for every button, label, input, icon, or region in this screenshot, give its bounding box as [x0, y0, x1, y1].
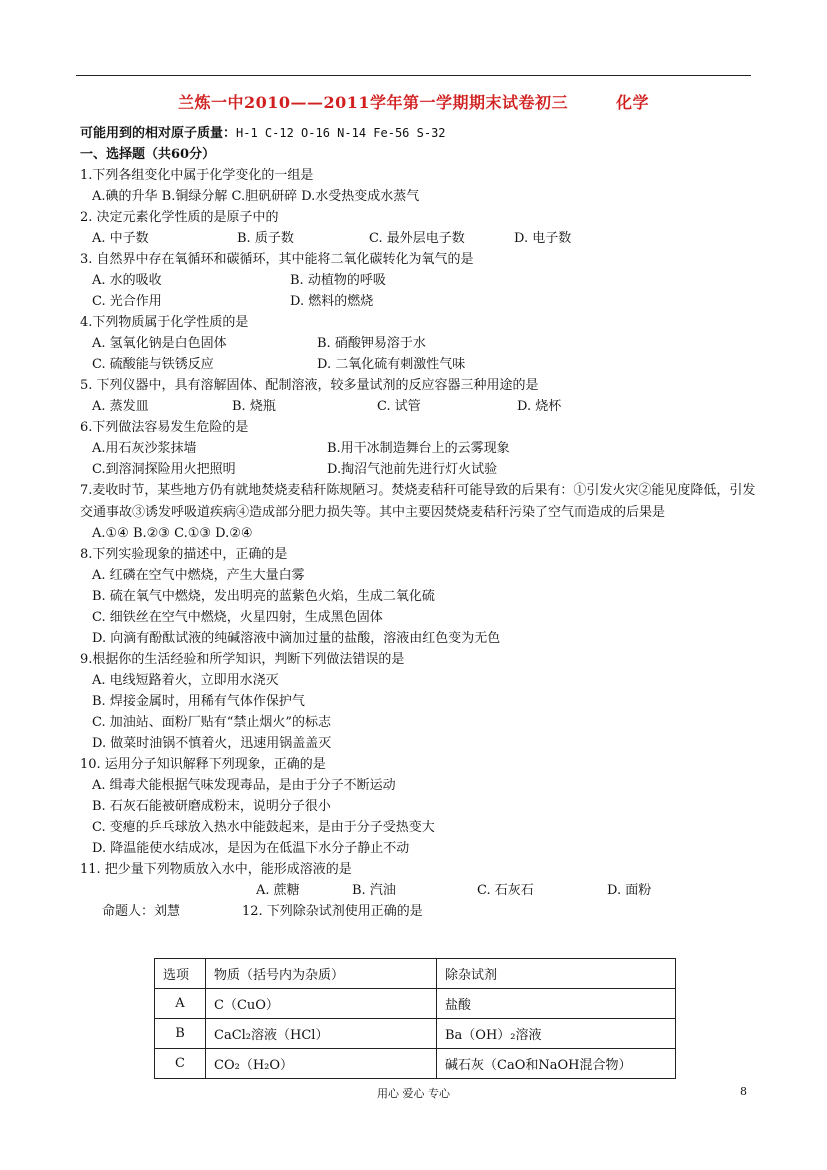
table-cell-option: A: [155, 989, 206, 1019]
question-6-stem: 6.下列做法容易发生危险的是: [80, 420, 249, 435]
option-d: D. 燃料的燃烧: [290, 294, 374, 309]
option-d: D. 电子数: [514, 231, 572, 246]
question-9-option-c: C. 加油站、面粉厂贴有“禁止烟火”的标志: [92, 715, 332, 730]
table-header: 除杂试剂: [437, 959, 676, 989]
atomic-mass-values: H-1 C-12 O-16 N-14 Fe-56 S-32: [236, 126, 446, 140]
question-9-stem: 9.根据你的生活经验和所学知识，判断下列做法错误的是: [80, 652, 405, 667]
option-b: B. 烧瓶: [232, 399, 276, 414]
option-c: C. 石灰石: [477, 883, 534, 898]
question-10-option-b: B. 石灰石能被研磨成粉末，说明分子很小: [92, 799, 331, 814]
option-c: C. 试管: [377, 399, 421, 414]
option-a: A. 氢氧化钠是白色固体: [92, 336, 227, 351]
option-b: B.用干冰制造舞台上的云雾现象: [327, 441, 510, 456]
question-8-stem: 8.下列实验现象的描述中，正确的是: [80, 547, 288, 562]
atomic-mass-label: 可能用到的相对原子质量：: [80, 126, 237, 141]
option-a: A. 中子数: [92, 231, 149, 246]
table-cell-reagent: Ba（OH）₂溶液: [437, 1019, 676, 1049]
question-10-stem: 10. 运用分子知识解释下列现象，正确的是: [80, 757, 326, 772]
question-3-options-row1: [80, 270, 760, 291]
table-row: [155, 989, 676, 1019]
question-2-options: [80, 228, 760, 249]
author-and-q12-line: [80, 901, 760, 922]
question-6-options-row1: [80, 438, 760, 459]
table-cell-option: B: [155, 1019, 206, 1049]
question-10-option-a: A. 缉毒犬能根据气味发现毒品，是由于分子不断运动: [92, 778, 396, 793]
table-row: [155, 1049, 676, 1079]
question-9-option-b: B. 焊接金属时，用稀有气体作保护气: [92, 694, 305, 709]
question-4-options-row2: [80, 354, 760, 375]
question-9-option-d: D. 做菜时油锅不慎着火，迅速用锅盖盖灭: [92, 736, 332, 751]
table-cell-reagent: 碱石灰（CaO和NaOH混合物）: [437, 1049, 676, 1079]
question-8-option-c: C. 细铁丝在空气中燃烧，火星四射，生成黑色固体: [92, 610, 383, 625]
exam-content: [80, 123, 760, 922]
option-d: D. 面粉: [607, 883, 652, 898]
question-8-option-a: A. 红磷在空气中燃烧，产生大量白雾: [92, 568, 305, 583]
question-2-stem: 2. 决定元素化学性质的是原子中的: [80, 210, 279, 225]
question-5-options: [80, 396, 760, 417]
table-cell-substance: CaCl₂溶液（HCl）: [206, 1019, 437, 1049]
option-b: B. 质子数: [237, 231, 294, 246]
option-d: D. 烧杯: [517, 399, 562, 414]
question-11-stem: 11. 把少量下列物质放入水中，能形成溶液的是: [80, 862, 352, 877]
option-b: B. 硝酸钾易溶于水: [317, 336, 426, 351]
question-9-option-a: A. 电线短路着火，立即用水浇灭: [92, 673, 279, 688]
question-4-options-row1: [80, 333, 760, 354]
question-10-option-d: D. 降温能使水结成冰，是因为在低温下水分子静止不动: [92, 841, 410, 856]
option-c: C.到溶洞探险用火把照明: [92, 462, 236, 477]
page-number: 8: [740, 1085, 747, 1098]
purification-table: [154, 958, 676, 1079]
table-row: [155, 1019, 676, 1049]
option-a: A. 水的吸收: [92, 273, 162, 288]
atomic-mass-line: [80, 123, 760, 144]
question-8-option-b: B. 硫在氧气中燃烧，发出明亮的蓝紫色火焰，生成二氧化硫: [92, 589, 435, 604]
question-1-options: A.碘的升华 B.铜绿分解 C.胆矾研碎 D.水受热变成水蒸气: [92, 189, 420, 204]
header-rule: [76, 75, 751, 76]
title-subject: 化学: [616, 93, 650, 112]
page-title: [0, 90, 827, 113]
table-cell-substance: CO₂（H₂O）: [206, 1049, 437, 1079]
question-8-option-d: D. 向滴有酚酞试液的纯碱溶液中滴加过量的盐酸，溶液由红色变为无色: [92, 631, 501, 646]
option-d: D. 二氧化硫有刺激性气味: [317, 357, 466, 372]
question-12-stem: 12. 下列除杂试剂使用正确的是: [242, 904, 423, 919]
question-4-stem: 4.下列物质属于化学性质的是: [80, 315, 249, 330]
option-b: B. 动植物的呼吸: [290, 273, 386, 288]
table-cell-option: C: [155, 1049, 206, 1079]
question-10-option-c: C. 变瘪的乒乓球放入热水中能鼓起来，是由于分子受热变大: [92, 820, 435, 835]
table-header-row: [155, 959, 676, 989]
table-header: 选项: [155, 959, 206, 989]
table-cell-substance: C（CuO）: [206, 989, 437, 1019]
option-a: A. 蔗糖: [256, 883, 300, 898]
question-7-stem: 7.麦收时节，某些地方仍有就地焚烧麦秸秆陈规陋习。焚烧麦秸秆可能导致的后果有：①引发火灾②能见度降低，引发交通事故③诱发呼吸道疾病④造成部分肥力损失等。其中主要因焚烧麦秸秆污染了空气而造成的后果是: [80, 483, 756, 520]
footer-motto: 用心 爱心 专心: [377, 1087, 450, 1100]
option-a: A. 蒸发皿: [92, 399, 149, 414]
question-1-stem: 1.下列各组变化中属于化学变化的一组是: [80, 168, 314, 183]
question-6-options-row2: [80, 459, 760, 480]
option-a: A.用石灰沙浆抹墙: [92, 441, 197, 456]
option-c: C. 最外层电子数: [369, 231, 465, 246]
option-d: D.掏沼气池前先进行灯火试验: [327, 462, 498, 477]
question-7-options: A.①④ B.②③ C.①③ D.②④: [92, 526, 253, 541]
question-5-stem: 5. 下列仪器中，具有溶解固体、配制溶液，较多量试剂的反应容器三种用途的是: [80, 378, 539, 393]
question-3-options-row2: [80, 291, 760, 312]
option-b: B. 汽油: [352, 883, 396, 898]
title-left: 兰炼一中2010——2011学年第一学期期末试卷初三: [177, 93, 569, 112]
question-3-stem: 3. 自然界中存在氧循环和碳循环，其中能将二氧化碳转化为氧气的是: [80, 252, 474, 267]
option-c: C. 光合作用: [92, 294, 162, 309]
option-c: C. 硫酸能与铁锈反应: [92, 357, 214, 372]
question-11-options: [80, 880, 760, 901]
section-heading: 一、选择题（共60分）: [80, 147, 216, 162]
table-header: 物质（括号内为杂质）: [206, 959, 437, 989]
author-label: 命题人：刘慧: [102, 904, 181, 919]
table-cell-reagent: 盐酸: [437, 989, 676, 1019]
